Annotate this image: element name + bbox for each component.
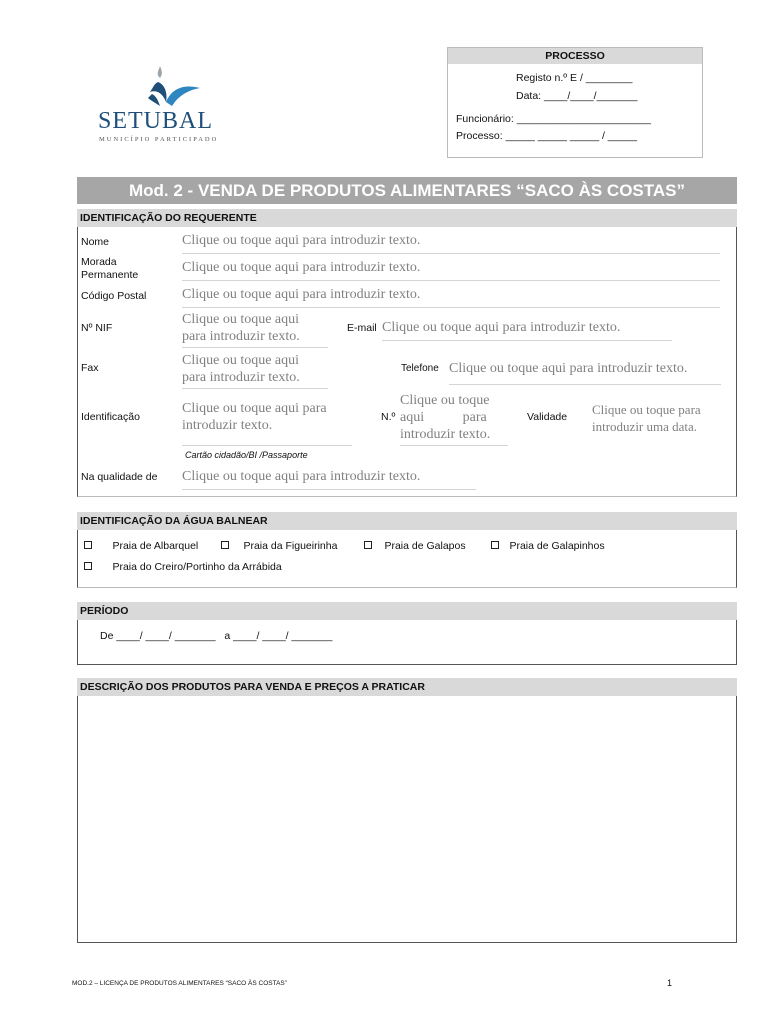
nome-input[interactable]: Clique ou toque aqui para introduzir texto. bbox=[182, 232, 720, 254]
fax-input-line-2: para introduzir texto. bbox=[182, 370, 300, 385]
nif-label: Nº NIF bbox=[81, 322, 113, 334]
funcionario-field: Funcionário: _______________________ bbox=[456, 113, 652, 125]
qualidade-input[interactable]: Clique ou toque aqui para introduzir texto. bbox=[182, 468, 476, 490]
form-title: Mod. 2 - VENDA DE PRODUTOS ALIMENTARES “SACO ÀS COSTAS” bbox=[77, 177, 737, 204]
morada-label-1: Morada bbox=[81, 256, 117, 268]
option-albarquel[interactable] bbox=[84, 536, 198, 554]
water-drop-icon bbox=[138, 62, 208, 110]
morada-label-2: Permanente bbox=[81, 269, 139, 281]
identificacao-input-line-2: introduzir texto. bbox=[182, 418, 273, 433]
nif-input-line-2: para introduzir texto. bbox=[182, 329, 300, 344]
numero-label: N.º bbox=[381, 411, 396, 423]
processo-field: Processo: _____ _____ _____ / _____ bbox=[456, 130, 637, 142]
galapinhos-checkbox[interactable] bbox=[491, 541, 499, 549]
validade-label: Validade bbox=[527, 411, 568, 423]
nif-input[interactable] bbox=[182, 311, 328, 348]
identificacao-input[interactable] bbox=[182, 400, 352, 446]
data-field: Data: ____/____/_______ bbox=[516, 90, 638, 102]
numero-input[interactable] bbox=[400, 392, 508, 446]
section-produtos-header: DESCRIÇÃO DOS PRODUTOS PARA VENDA E PREÇOS A PRATICAR bbox=[77, 678, 737, 696]
albarquel-checkbox[interactable] bbox=[84, 541, 92, 549]
identificacao-input-line-1: Clique ou toque aqui para bbox=[182, 401, 327, 416]
postal-input[interactable]: Clique ou toque aqui para introduzir texto. bbox=[182, 286, 720, 308]
nome-label: Nome bbox=[81, 236, 110, 248]
galapos-label: Praia de Galapos bbox=[384, 540, 466, 552]
process-title: PROCESSO bbox=[448, 48, 702, 64]
figueirinha-checkbox[interactable] bbox=[221, 541, 229, 549]
fax-input[interactable] bbox=[182, 352, 328, 389]
numero-input-line-1: Clique ou toque bbox=[400, 393, 490, 408]
email-input[interactable]: Clique ou toque aqui para introduzir texto. bbox=[382, 319, 672, 341]
section-requerente-header: IDENTIFICAÇÃO DO REQUERENTE bbox=[77, 209, 737, 227]
section-periodo-header: PERÍODO bbox=[77, 602, 737, 620]
creiro-label: Praia do Creiro/Portinho da Arrábida bbox=[112, 561, 282, 573]
option-creiro[interactable] bbox=[84, 557, 282, 575]
option-figueirinha[interactable] bbox=[221, 536, 337, 554]
telefone-label: Telefone bbox=[401, 363, 439, 374]
page-number: 1 bbox=[667, 978, 673, 988]
validade-input-line-2: introduzir uma data. bbox=[592, 419, 698, 434]
logo-name: SETUBAL bbox=[98, 108, 213, 134]
creiro-checkbox[interactable] bbox=[84, 562, 92, 570]
registo-field: Registo n.º E / ________ bbox=[516, 72, 633, 84]
footer-text: MOD.2 – LICENÇA DE PRODUTOS ALIMENTARES “SACO ÀS COSTAS” bbox=[72, 980, 287, 987]
validade-input[interactable] bbox=[592, 401, 732, 437]
numero-input-line-2: aqui para bbox=[400, 410, 487, 425]
albarquel-label: Praia de Albarquel bbox=[112, 540, 199, 552]
qualidade-label: Na qualidade de bbox=[81, 471, 158, 483]
periodo-field[interactable]: De ____/ ____/ _______ a ____/ ____/ _______ bbox=[100, 630, 333, 642]
fax-input-line-1: Clique ou toque aqui bbox=[182, 353, 300, 368]
fax-label: Fax bbox=[81, 362, 99, 374]
logo-tagline: MUNICÍPIO PARTICIPADO bbox=[99, 136, 219, 143]
postal-label: Código Postal bbox=[81, 290, 147, 302]
galapinhos-label: Praia de Galapinhos bbox=[509, 540, 605, 552]
validade-input-line-1: Clique ou toque para bbox=[592, 402, 701, 417]
galapos-checkbox[interactable] bbox=[364, 541, 372, 549]
morada-input[interactable]: Clique ou toque aqui para introduzir texto. bbox=[182, 259, 720, 281]
process-box bbox=[447, 47, 703, 158]
telefone-input[interactable]: Clique ou toque aqui para introduzir texto. bbox=[449, 360, 721, 385]
nif-input-line-1: Clique ou toque aqui bbox=[182, 312, 300, 327]
option-galapos[interactable] bbox=[364, 536, 466, 554]
setubal-logo bbox=[96, 62, 226, 144]
email-label: E-mail bbox=[347, 322, 377, 334]
figueirinha-label: Praia da Figueirinha bbox=[243, 540, 338, 552]
section-agua-header: IDENTIFICAÇÃO DA ÁGUA BALNEAR bbox=[77, 512, 737, 530]
identificacao-label: Identificação bbox=[81, 411, 140, 423]
numero-input-line-3: introduzir texto. bbox=[400, 427, 491, 442]
option-galapinhos[interactable] bbox=[491, 536, 605, 554]
produtos-description-area[interactable] bbox=[77, 696, 737, 943]
section-periodo-box bbox=[77, 620, 737, 665]
document-type-hint: Cartão cidadão/BI /Passaporte bbox=[185, 450, 308, 460]
